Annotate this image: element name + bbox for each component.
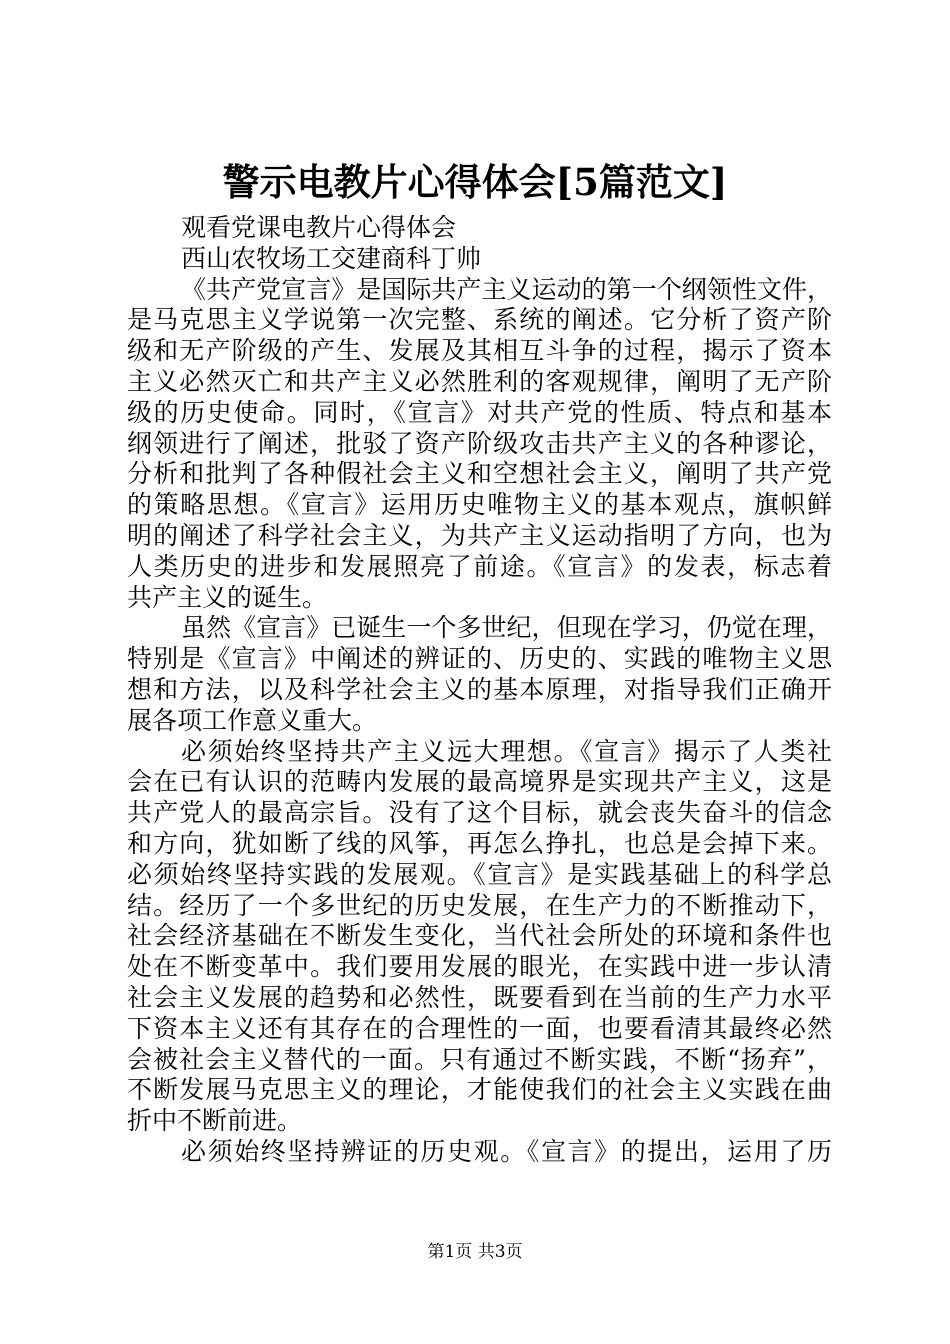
text-line: 是马克思主义学说第一次完整、系统的阐述。它分析了资产阶 — [127, 305, 832, 335]
text-line: 分析和批判了各种假社会主义和空想社会主义，阐明了共产党 — [127, 459, 832, 489]
text-line: 虽然《宣言》已诞生一个多世纪，但现在学习，仍觉在理， — [181, 613, 832, 643]
text-line: 社会主义发展的趋势和必然性，既要看到在当前的生产力水平 — [127, 982, 832, 1012]
text-line: 展各项工作意义重大。 — [127, 705, 378, 735]
text-line: 折中不断前进。 — [127, 1106, 303, 1136]
page-footer: 第1页 共3页 — [427, 1242, 523, 1262]
text-line: 社会经济基础在不断发生变化，当代社会所处的环境和条件也 — [127, 921, 832, 951]
document-body — [127, 213, 832, 1168]
text-line: 必须始终坚持实践的发展观。《宣言》是实践基础上的科学总 — [127, 859, 832, 889]
text-line: 的策略思想。《宣言》运用历史唯物主义的基本观点，旗帜鲜 — [127, 490, 832, 520]
text-line: 下资本主义还有其存在的合理性的一面，也要看清其最终必然 — [127, 1013, 832, 1043]
text-line: 处在不断变革中。我们要用发展的眼光，在实践中进一步认清 — [127, 952, 832, 982]
text-line: 想和方法，以及科学社会主义的基本原理，对指导我们正确开 — [127, 674, 832, 704]
text-line: 会在已有认识的范畴内发展的最高境界是实现共产主义，这是 — [127, 767, 832, 797]
text-line: 和方向，犹如断了线的风筝，再怎么挣扎，也总是会掉下来。 — [127, 828, 832, 858]
text-line: 共产主义的诞生。 — [127, 582, 328, 612]
text-line: 观看党课电教片心得体会 — [181, 213, 457, 242]
text-line: 纲领进行了阐述，批驳了资产阶级攻击共产主义的各种谬论， — [127, 428, 832, 458]
text-line: 主义必然灭亡和共产主义必然胜利的客观规律，阐明了无产阶 — [127, 366, 832, 396]
text-line: 必须始终坚持共产主义远大理想。《宣言》揭示了人类社 — [181, 736, 832, 766]
text-line: 级的历史使命。同时，《宣言》对共产党的性质、特点和基本 — [127, 397, 832, 427]
text-line: 共产党人的最高宗旨。没有了这个目标，就会丧失奋斗的信念 — [127, 798, 832, 828]
text-line: 级和无产阶级的产生、发展及其相互斗争的过程，揭示了资本 — [127, 336, 832, 366]
text-line: 会被社会主义替代的一面。只有通过不断实践，不断“扬弃”， — [127, 1044, 832, 1074]
text-line: 明的阐述了科学社会主义，为共产主义运动指明了方向，也为 — [127, 520, 832, 550]
text-line: 西山农牧场工交建商科丁帅 — [181, 243, 482, 273]
text-line: 人类历史的进步和发展照亮了前途。《宣言》的发表，标志着 — [127, 551, 832, 581]
text-line: 特别是《宣言》中阐述的辨证的、历史的、实践的唯物主义思 — [127, 644, 832, 674]
text-line: 必须始终坚持辨证的历史观。《宣言》的提出，运用了历 — [181, 1136, 832, 1166]
document-title: 警示电教片心得体会[5篇范文] — [222, 160, 728, 204]
text-line: 结。经历了一个多世纪的历史发展，在生产力的不断推动下， — [127, 890, 832, 920]
text-line: 《共产党宣言》是国际共产主义运动的第一个纲领性文件， — [181, 274, 832, 304]
text-line: 不断发展马克思主义的理论，才能使我们的社会主义实践在曲 — [127, 1075, 832, 1105]
